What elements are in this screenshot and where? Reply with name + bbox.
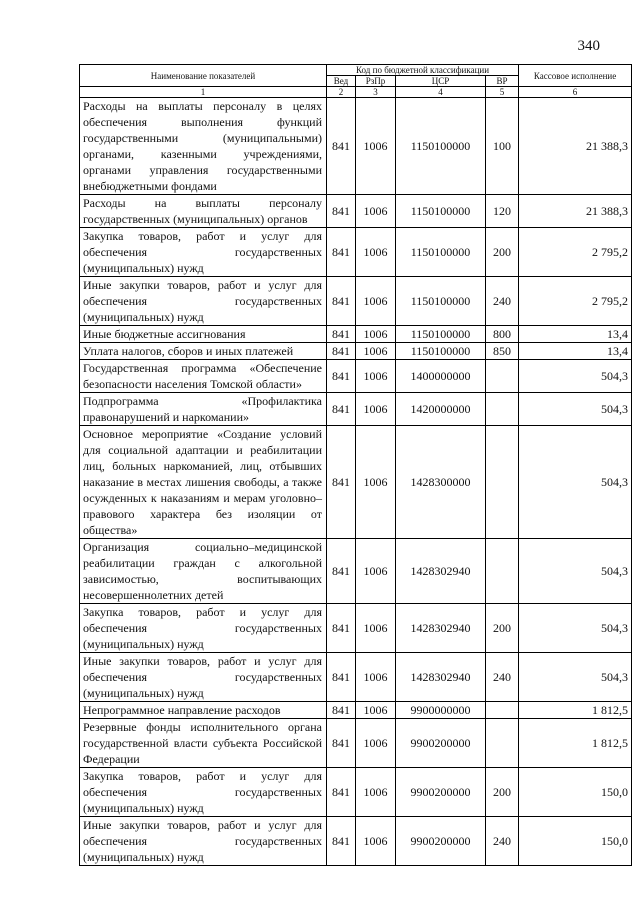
cell-vr: 120 bbox=[486, 195, 519, 228]
cell-ved: 841 bbox=[327, 768, 356, 817]
cell-rzpr: 1006 bbox=[356, 98, 396, 195]
cell-amount: 21 388,3 bbox=[519, 98, 632, 195]
cell-rzpr: 1006 bbox=[356, 277, 396, 326]
column-number: 1 bbox=[80, 87, 327, 98]
cell-name: Расходы на выплаты персоналу государственных (муниципальных) органов bbox=[80, 195, 327, 228]
cell-amount: 504,3 bbox=[519, 393, 632, 426]
cell-vr bbox=[486, 360, 519, 393]
cell-ved: 841 bbox=[327, 539, 356, 604]
cell-ved: 841 bbox=[327, 195, 356, 228]
cell-csr: 1428300000 bbox=[396, 426, 486, 539]
cell-vr: 100 bbox=[486, 98, 519, 195]
table-row bbox=[80, 343, 632, 360]
cell-rzpr: 1006 bbox=[356, 393, 396, 426]
table-row bbox=[80, 768, 632, 817]
cell-ved: 841 bbox=[327, 604, 356, 653]
cell-csr: 1428302940 bbox=[396, 539, 486, 604]
header-ved: Вед bbox=[327, 76, 356, 87]
column-number: 2 bbox=[327, 87, 356, 98]
header-execution: Кассовое исполнение bbox=[519, 65, 632, 87]
cell-ved: 841 bbox=[327, 277, 356, 326]
cell-amount: 150,0 bbox=[519, 768, 632, 817]
cell-vr: 200 bbox=[486, 228, 519, 277]
header-csr: ЦСР bbox=[396, 76, 486, 87]
cell-vr: 200 bbox=[486, 768, 519, 817]
cell-rzpr: 1006 bbox=[356, 604, 396, 653]
cell-rzpr: 1006 bbox=[356, 768, 396, 817]
cell-csr: 9900200000 bbox=[396, 817, 486, 866]
cell-ved: 841 bbox=[327, 719, 356, 768]
table-row bbox=[80, 604, 632, 653]
cell-ved: 841 bbox=[327, 343, 356, 360]
cell-ved: 841 bbox=[327, 228, 356, 277]
cell-name: Закупка товаров, работ и услуг для обеспечения государственных (муниципальных) нужд bbox=[80, 604, 327, 653]
column-number: 6 bbox=[519, 87, 632, 98]
header-vr: ВР bbox=[486, 76, 519, 87]
cell-name: Иные бюджетные ассигнования bbox=[80, 326, 327, 343]
cell-amount: 1 812,5 bbox=[519, 702, 632, 719]
cell-name: Основное мероприятие «Создание условий для социальной адаптации и реабилитации лиц, больных наркоманией, лиц, отбывших наказание в местах лишения свободы, а также осужденных к наказаниям и мерам уголовно–правового характера без изоляции от общества» bbox=[80, 426, 327, 539]
table-row bbox=[80, 326, 632, 343]
cell-csr: 1400000000 bbox=[396, 360, 486, 393]
cell-name: Непрограммное направление расходов bbox=[80, 702, 327, 719]
cell-rzpr: 1006 bbox=[356, 228, 396, 277]
cell-ved: 841 bbox=[327, 326, 356, 343]
cell-amount: 2 795,2 bbox=[519, 277, 632, 326]
table-row bbox=[80, 539, 632, 604]
cell-ved: 841 bbox=[327, 360, 356, 393]
table-row bbox=[80, 277, 632, 326]
budget-table bbox=[79, 64, 632, 866]
cell-name: Иные закупки товаров, работ и услуг для обеспечения государственных (муниципальных) нужд bbox=[80, 817, 327, 866]
cell-rzpr: 1006 bbox=[356, 360, 396, 393]
cell-amount: 504,3 bbox=[519, 426, 632, 539]
cell-ved: 841 bbox=[327, 393, 356, 426]
cell-rzpr: 1006 bbox=[356, 817, 396, 866]
cell-csr: 9900200000 bbox=[396, 768, 486, 817]
cell-vr: 850 bbox=[486, 343, 519, 360]
cell-amount: 1 812,5 bbox=[519, 719, 632, 768]
column-number-row bbox=[80, 87, 632, 98]
cell-name: Иные закупки товаров, работ и услуг для обеспечения государственных (муниципальных) нужд bbox=[80, 653, 327, 702]
cell-ved: 841 bbox=[327, 426, 356, 539]
cell-rzpr: 1006 bbox=[356, 343, 396, 360]
table-row bbox=[80, 719, 632, 768]
cell-amount: 504,3 bbox=[519, 360, 632, 393]
cell-name: Иные закупки товаров, работ и услуг для обеспечения государственных (муниципальных) нужд bbox=[80, 277, 327, 326]
cell-csr: 9900200000 bbox=[396, 719, 486, 768]
table-row bbox=[80, 195, 632, 228]
cell-csr: 1150100000 bbox=[396, 326, 486, 343]
table-row bbox=[80, 98, 632, 195]
cell-rzpr: 1006 bbox=[356, 539, 396, 604]
cell-vr: 240 bbox=[486, 277, 519, 326]
cell-vr: 240 bbox=[486, 653, 519, 702]
table-row bbox=[80, 360, 632, 393]
cell-name: Государственная программа «Обеспечение безопасности населения Томской области» bbox=[80, 360, 327, 393]
cell-csr: 1428302940 bbox=[396, 653, 486, 702]
table-row bbox=[80, 393, 632, 426]
cell-csr: 1150100000 bbox=[396, 98, 486, 195]
cell-vr bbox=[486, 426, 519, 539]
cell-vr: 200 bbox=[486, 604, 519, 653]
column-number: 5 bbox=[486, 87, 519, 98]
cell-csr: 1428302940 bbox=[396, 604, 486, 653]
cell-amount: 150,0 bbox=[519, 817, 632, 866]
table-row bbox=[80, 228, 632, 277]
table-row bbox=[80, 817, 632, 866]
cell-rzpr: 1006 bbox=[356, 426, 396, 539]
cell-ved: 841 bbox=[327, 702, 356, 719]
cell-csr: 1150100000 bbox=[396, 343, 486, 360]
table-header bbox=[80, 65, 632, 98]
table-row bbox=[80, 702, 632, 719]
header-name: Наименование показателей bbox=[80, 65, 327, 87]
cell-rzpr: 1006 bbox=[356, 702, 396, 719]
cell-amount: 504,3 bbox=[519, 653, 632, 702]
header-rzpr: РзПр bbox=[356, 76, 396, 87]
cell-amount: 504,3 bbox=[519, 604, 632, 653]
cell-name: Расходы на выплаты персоналу в целях обеспечения выполнения функций государственными (муниципальными) органами, казенными учреждениями, органами управления государственными внебюджетными фондами bbox=[80, 98, 327, 195]
cell-ved: 841 bbox=[327, 98, 356, 195]
cell-name: Подпрограмма «Профилактика правонарушений и наркомании» bbox=[80, 393, 327, 426]
cell-rzpr: 1006 bbox=[356, 326, 396, 343]
cell-vr bbox=[486, 539, 519, 604]
cell-rzpr: 1006 bbox=[356, 719, 396, 768]
cell-vr bbox=[486, 719, 519, 768]
cell-rzpr: 1006 bbox=[356, 195, 396, 228]
cell-vr bbox=[486, 393, 519, 426]
cell-name: Уплата налогов, сборов и иных платежей bbox=[80, 343, 327, 360]
cell-vr bbox=[486, 702, 519, 719]
table-row bbox=[80, 653, 632, 702]
cell-csr: 1150100000 bbox=[396, 228, 486, 277]
cell-ved: 841 bbox=[327, 817, 356, 866]
column-number: 4 bbox=[396, 87, 486, 98]
table-row bbox=[80, 426, 632, 539]
page-number: 340 bbox=[577, 38, 600, 54]
cell-amount: 21 388,3 bbox=[519, 195, 632, 228]
cell-csr: 1150100000 bbox=[396, 195, 486, 228]
cell-amount: 504,3 bbox=[519, 539, 632, 604]
cell-ved: 841 bbox=[327, 653, 356, 702]
cell-amount: 2 795,2 bbox=[519, 228, 632, 277]
cell-name: Организация социально–медицинской реабилитации граждан с алкогольной зависимостью, воспитывающих несовершеннолетних детей bbox=[80, 539, 327, 604]
cell-amount: 13,4 bbox=[519, 343, 632, 360]
cell-csr: 9900000000 bbox=[396, 702, 486, 719]
column-number: 3 bbox=[356, 87, 396, 98]
cell-csr: 1150100000 bbox=[396, 277, 486, 326]
cell-rzpr: 1006 bbox=[356, 653, 396, 702]
cell-amount: 13,4 bbox=[519, 326, 632, 343]
cell-name: Резервные фонды исполнительного органа государственной власти субъекта Российской Федерации bbox=[80, 719, 327, 768]
header-code-group: Код по бюджетной классификации bbox=[327, 65, 519, 76]
cell-vr: 800 bbox=[486, 326, 519, 343]
cell-name: Закупка товаров, работ и услуг для обеспечения государственных (муниципальных) нужд bbox=[80, 768, 327, 817]
cell-csr: 1420000000 bbox=[396, 393, 486, 426]
table-body bbox=[80, 98, 632, 866]
cell-vr: 240 bbox=[486, 817, 519, 866]
cell-name: Закупка товаров, работ и услуг для обеспечения государственных (муниципальных) нужд bbox=[80, 228, 327, 277]
